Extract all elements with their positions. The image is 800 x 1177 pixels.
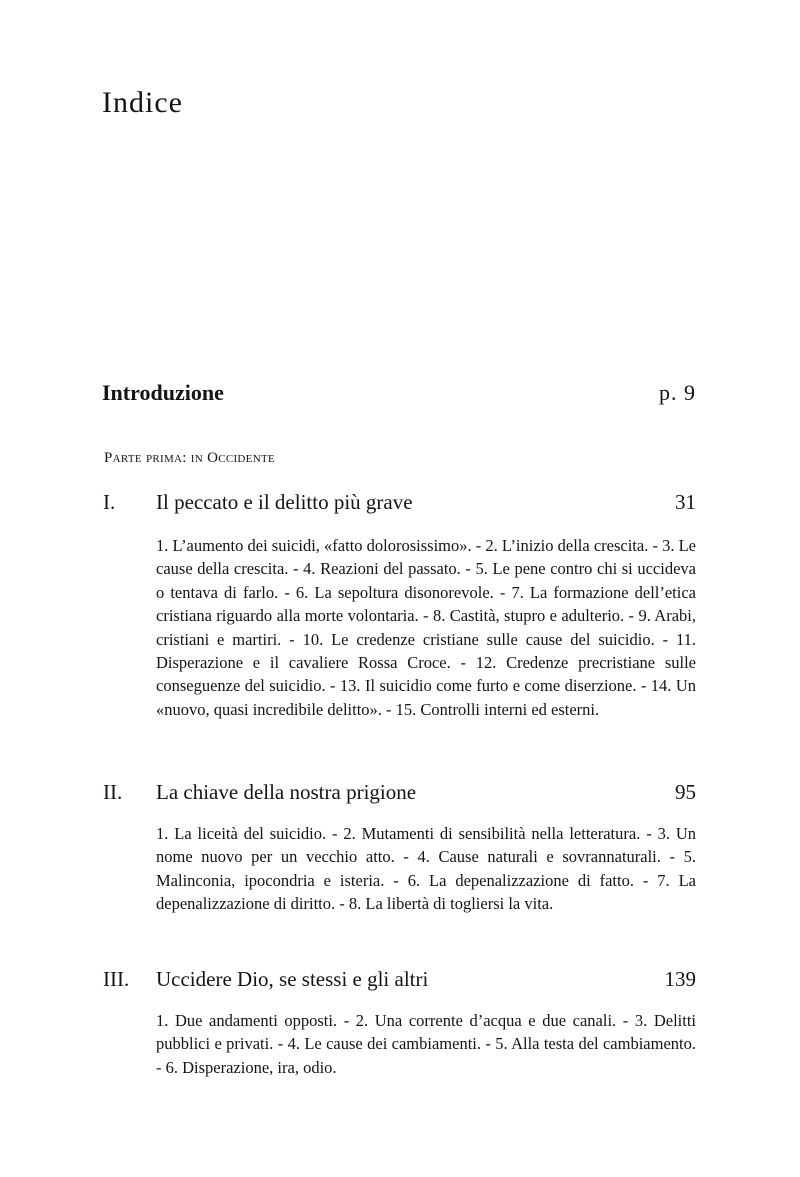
chapter-title: La chiave della nostra prigione	[156, 780, 417, 804]
chapter-number: I.	[103, 490, 116, 514]
intro-title: Introduzione	[102, 380, 224, 405]
toc-entry-introduction[interactable]	[102, 380, 696, 406]
chapter-summary: 1. L’aumento dei suicidi, «fatto dolorosissimo». - 2. L’inizio della crescita. - 3. Le cause della crescita. - 4. Reazioni del passato. - 5. Le pene contro chi si uccideva o tentava di farlo. - 6. La sepoltura disonorevole. - 7. La formazione dell’etica cristiana riguardo alla morte volontaria. - 8. Castità, stupro e adulterio. - 9. Arabi, cristiani e martiri. - 10. Le credenze cristiane sulle cause del suicidio. - 11. Disperazione e il cavaliere Rossa Croce. - 12. Credenze precristiane sulle conseguenze del suicidio. - 13. Il suicidio come furto e come diserzione. - 14. Un «nuovo, quasi incredibile delitto». - 15. Controlli interni ed esterni.	[156, 536, 696, 719]
chapter-summary: 1. La liceità del suicidio. - 2. Mutamenti di sensibilità nella letteratura. - 3. Un nome nuovo per un vecchio atto. - 4. Cause naturali e sovrannaturali. - 5. Malinconia, ipocondria e isteria. - 6. La depenalizzazione di fatto. - 7. La depenalizzazione di diritto. - 8. La libertà di togliersi la vita.	[156, 824, 696, 914]
chapter-page-number: 31	[675, 490, 696, 514]
chapter-title: Il peccato e il delitto più grave	[156, 490, 413, 514]
chapter-summary: 1. Due andamenti opposti. - 2. Una corrente d’acqua e due canali. - 3. Delitti pubblici e privati. - 4. Le cause dei cambiamenti. - 5. Alla testa del cambiamento. - 6. Disperazione, ira, odio.	[156, 1011, 696, 1077]
chapter-number: III.	[103, 967, 130, 991]
intro-page-number: p. 9	[659, 380, 696, 405]
chapter-number: II.	[103, 780, 123, 804]
chapter-title: Uccidere Dio, se stessi e gli altri	[156, 967, 429, 991]
chapter-page-number: 139	[664, 967, 696, 991]
page-title: Indice	[102, 86, 183, 120]
part-heading: Parte prima: in Occidente	[104, 450, 275, 466]
chapter-page-number: 95	[675, 780, 696, 804]
